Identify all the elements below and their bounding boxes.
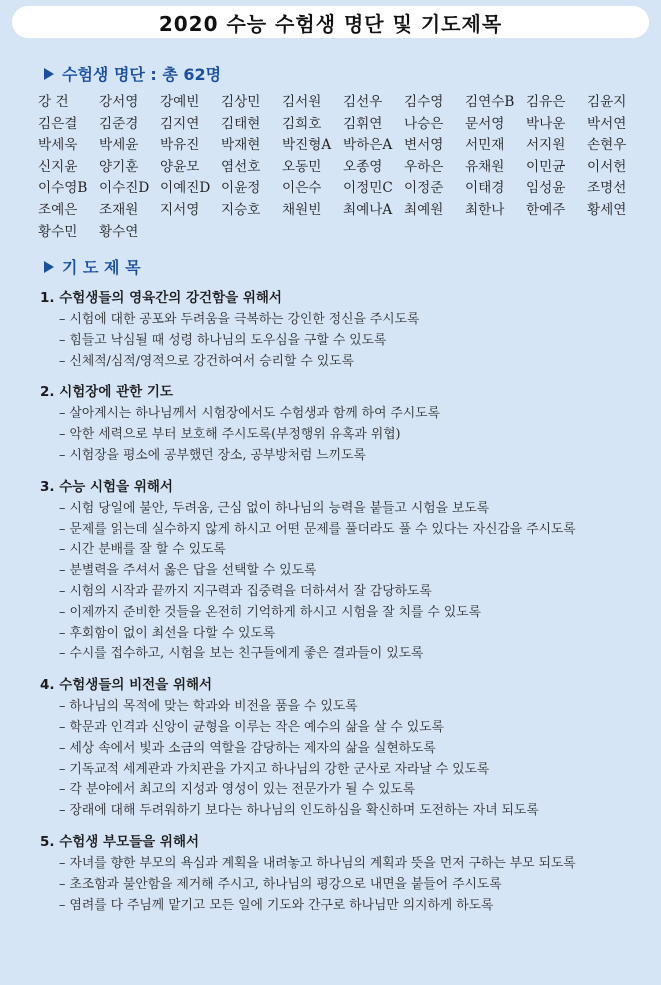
- student-name: 김서원: [282, 94, 322, 110]
- student-name: 강예빈: [160, 94, 200, 110]
- student-name: 이수진D: [99, 180, 150, 197]
- student-name: 이정준: [404, 180, 444, 197]
- prayer-topic-title: 2. 시험장에 관한 기도: [40, 384, 173, 401]
- prayer-item: – 기독교적 세계관과 가치관을 가지고 하나님의 강한 군사로 자라날 수 있도록: [40, 760, 650, 781]
- student-name: 나승은: [404, 115, 444, 132]
- student-name: 김수영: [404, 94, 444, 110]
- prayer-topic: [40, 676, 650, 822]
- student-name: 한예주: [526, 201, 566, 218]
- prayer-item: – 신체적/심적/영적으로 강건하여서 승리할 수 있도록: [40, 352, 650, 373]
- prayer-item: – 시간 분배를 잘 할 수 있도록: [40, 540, 650, 561]
- student-name: 김유은: [526, 94, 566, 110]
- student-name: 최예원: [404, 201, 444, 218]
- student-name: 유채원: [465, 158, 505, 175]
- prayer-topic-title: 3. 수능 시험을 위해서: [40, 478, 173, 495]
- student-name: 황수민: [38, 223, 78, 240]
- student-name: 최예나A: [343, 201, 393, 218]
- student-name: 김은결: [38, 115, 78, 132]
- prayer-heading: [44, 255, 141, 278]
- prayer-item: – 자녀를 향한 부모의 욕심과 계획을 내려놓고 하나님의 계획과 뜻을 먼저 구하는 부모 되도록: [40, 854, 650, 875]
- student-name: 김연수B: [465, 94, 515, 110]
- student-name: 우하은: [404, 158, 444, 175]
- student-name: 김선우: [343, 94, 383, 110]
- student-name: 이정민C: [343, 180, 393, 197]
- student-name: 박진형A: [282, 137, 332, 154]
- student-name-list: [38, 93, 648, 242]
- student-name: 박나운: [526, 115, 566, 132]
- student-name: 조재원: [99, 201, 139, 218]
- student-name: 조예은: [38, 201, 78, 218]
- student-name: 황세연: [587, 201, 627, 218]
- student-name: 황수연: [99, 223, 139, 240]
- student-name: 김휘연: [343, 115, 383, 132]
- student-name: 박세윤: [99, 137, 139, 154]
- student-name: 김태현: [221, 115, 261, 132]
- prayer-item: – 세상 속에서 빛과 소금의 역할을 감당하는 제자의 삶을 실현하도록: [40, 739, 650, 760]
- student-name: 손현우: [587, 137, 627, 154]
- student-name: 이윤정: [221, 180, 261, 197]
- student-name: 채원빈: [282, 201, 322, 218]
- student-name: 김지연: [160, 115, 200, 132]
- prayer-item: – 초조함과 불안함을 제거해 주시고, 하나님의 평강으로 내면을 붙들어 주시도록: [40, 875, 650, 896]
- student-name: 김희호: [282, 115, 322, 132]
- student-name: 박세욱: [38, 137, 78, 154]
- student-name: 박재현: [221, 137, 261, 154]
- prayer-item: – 분별력을 주셔서 옳은 답을 선택할 수 있도록: [40, 561, 650, 582]
- prayer-item: – 살아계시는 하나님께서 시험장에서도 수험생과 함께 하여 주시도록: [40, 404, 650, 425]
- prayer-topic-title: 5. 수험생 부모들을 위해서: [40, 833, 200, 850]
- title-bar: [12, 6, 649, 38]
- prayer-heading-text: 기 도 제 목: [62, 258, 141, 277]
- student-name: 김준경: [99, 115, 139, 132]
- prayer-topics: [40, 289, 650, 927]
- student-name: 양기훈: [99, 158, 139, 175]
- student-name: 김윤지: [587, 94, 627, 110]
- student-name: 지서영: [160, 201, 200, 218]
- prayer-item: – 하나님의 목적에 맞는 학과와 비전을 품을 수 있도록: [40, 697, 650, 718]
- prayer-topic-title: 1. 수험생들의 영육간의 강건함을 위해서: [40, 290, 282, 306]
- triangle-bullet-icon: [44, 68, 54, 80]
- student-name: 서민재: [465, 137, 505, 154]
- prayer-item: – 학문과 인격과 신앙이 균형을 이루는 작은 예수의 삶을 살 수 있도록: [40, 718, 650, 739]
- student-name: 최한나: [465, 201, 505, 218]
- student-name: 김상민: [221, 94, 261, 110]
- prayer-item: – 염려를 다 주님께 맡기고 모든 일에 기도와 간구로 하나님만 의지하게 하도록: [40, 896, 650, 917]
- prayer-topic-title: 4. 수험생들의 비전을 위해서: [40, 677, 213, 694]
- student-name: 문서영: [465, 115, 505, 132]
- prayer-item: – 각 분야에서 최고의 지성과 영성이 있는 전문가가 될 수 있도록: [40, 780, 650, 801]
- prayer-topic: [40, 289, 650, 372]
- student-name: 지승호: [221, 201, 261, 218]
- page-title: 2020 수능 수험생 명단 및 기도제목: [158, 11, 503, 36]
- student-name: 박하은A: [343, 137, 393, 154]
- student-list-heading-text: 수험생 명단 : 총 62명: [62, 65, 222, 84]
- student-name: 박서연: [587, 115, 627, 132]
- student-name: 오종영: [343, 158, 383, 175]
- prayer-item: – 수시를 접수하고, 시험을 보는 친구들에게 좋은 결과들이 있도록: [40, 644, 650, 665]
- student-name: 오동민: [282, 158, 322, 175]
- student-name: 변서영: [404, 137, 444, 154]
- student-name: 염선호: [221, 158, 261, 175]
- prayer-topic: [40, 833, 650, 916]
- student-list-heading: [44, 62, 221, 85]
- prayer-topic: [40, 478, 650, 665]
- student-name: 박유진: [160, 137, 200, 154]
- prayer-item: – 장래에 대해 두려워하기 보다는 하나님의 인도하심을 확신하며 도전하는 자녀 되도록: [40, 801, 650, 822]
- student-name: 이서헌: [587, 158, 627, 175]
- student-name: 이민균: [526, 158, 566, 175]
- student-name: 이수영B: [38, 180, 88, 197]
- prayer-item: – 이제까지 준비한 것들을 온전히 기억하게 하시고 시험을 잘 치를 수 있도록: [40, 603, 650, 624]
- prayer-item: – 문제를 읽는데 실수하지 않게 하시고 어떤 문제를 풀더라도 풀 수 있다는 자신감을 주시도록: [40, 520, 650, 541]
- prayer-item: – 시험장을 평소에 공부했던 장소, 공부방처럼 느끼도록: [40, 446, 650, 467]
- prayer-item: – 시험의 시작과 끝까지 지구력과 집중력을 더하셔서 잘 감당하도록: [40, 582, 650, 603]
- triangle-bullet-icon: [44, 261, 54, 273]
- prayer-item: – 힘들고 낙심될 때 성령 하나님의 도우심을 구할 수 있도록: [40, 331, 650, 352]
- student-name: 이은수: [282, 180, 322, 197]
- prayer-item: – 후회함이 없이 최선을 다할 수 있도록: [40, 624, 650, 645]
- student-name: 강서영: [99, 94, 139, 110]
- student-name: 이예진D: [160, 180, 211, 197]
- student-name: 강 건: [38, 94, 69, 110]
- prayer-topic: [40, 383, 650, 466]
- prayer-item: – 시험에 대한 공포와 두려움을 극복하는 강인한 정신을 주시도록: [40, 310, 650, 331]
- student-name: 서지원: [526, 137, 566, 154]
- prayer-item: – 시험 당일에 불안, 두려움, 근심 없이 하나님의 능력을 붙들고 시험을 보도록: [40, 499, 650, 520]
- student-name: 신지윤: [38, 158, 78, 175]
- student-name: 임성윤: [526, 180, 566, 197]
- prayer-item: – 악한 세력으로 부터 보호해 주시도록(부정행위 유혹과 위협): [40, 425, 650, 446]
- student-name: 이태경: [465, 180, 505, 197]
- student-name: 조명선: [587, 180, 627, 197]
- student-name: 양윤모: [160, 158, 200, 175]
